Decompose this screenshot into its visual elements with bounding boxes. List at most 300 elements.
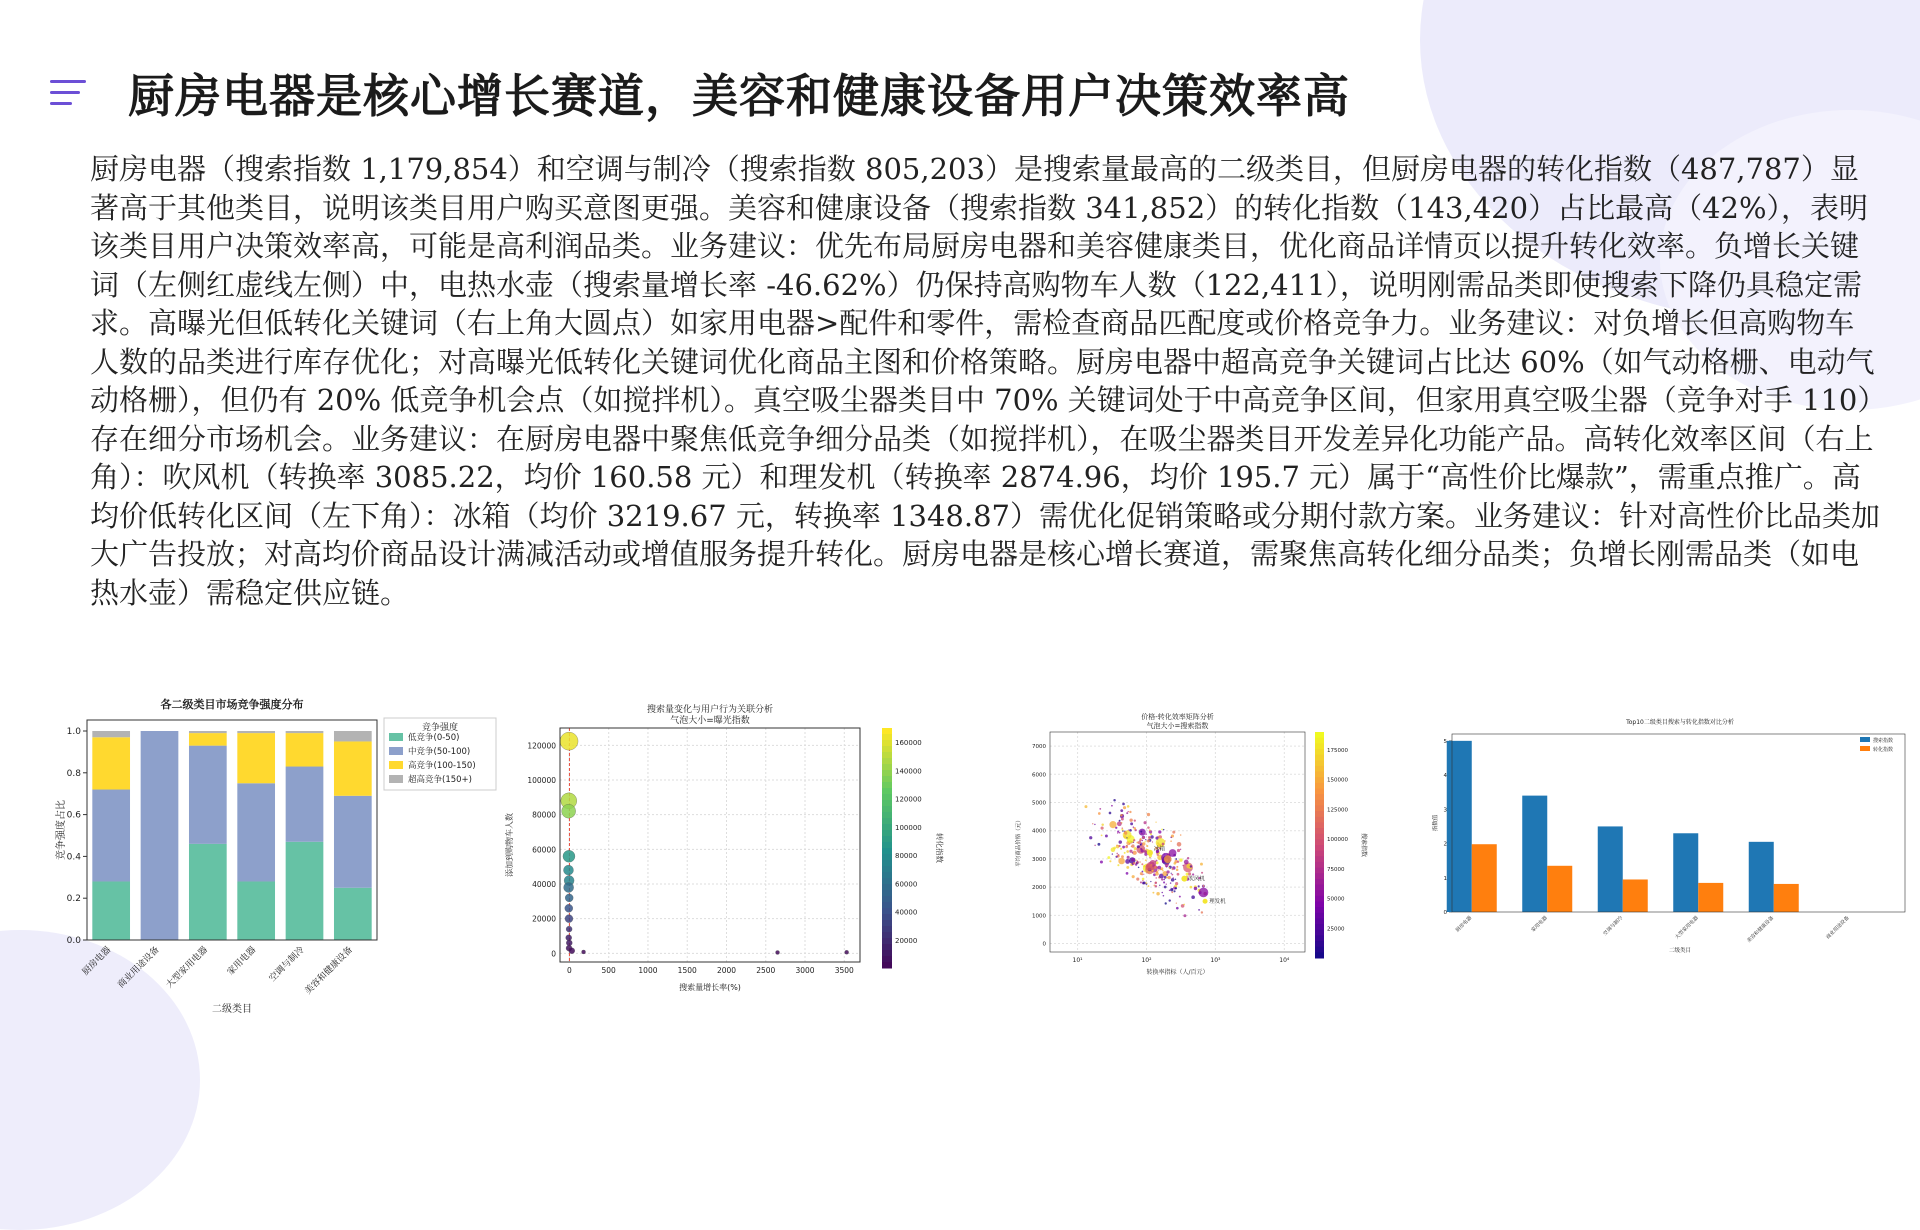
scatter-point (1171, 873, 1172, 874)
colorbar-segment (1315, 794, 1324, 800)
x-tick-label: 1000 (638, 966, 658, 975)
page-title: 厨房电器是核心增长赛道，美容和健康设备用户决策效率高 (128, 69, 1350, 123)
scatter-point (1146, 845, 1148, 847)
grouped-bar (1522, 796, 1547, 912)
scatter-point (1175, 858, 1177, 860)
scatter-point (1118, 845, 1120, 847)
scatter-point (565, 894, 573, 902)
colorbar-segment (1315, 941, 1324, 947)
stacked-bar-segment (237, 733, 275, 783)
scatter-point (1201, 872, 1203, 874)
y-tick-label: 2000 (1032, 885, 1046, 892)
stacked-bar-segment (141, 731, 179, 940)
colorbar-segment (882, 884, 892, 891)
scatter-point (1129, 840, 1131, 842)
colorbar-segment (882, 824, 892, 831)
x-tick-label: 3000 (795, 966, 815, 975)
colorbar-segment (1315, 918, 1324, 924)
scatter-point (1158, 866, 1162, 870)
scatter-point (1173, 862, 1176, 865)
scatter-point (1201, 911, 1203, 913)
x-tick-label: 家用电器 (225, 945, 259, 978)
scatter-point (1133, 826, 1135, 828)
colorbar-segment (1315, 856, 1324, 862)
scatter-point (1191, 895, 1195, 899)
scatter-point (1105, 835, 1108, 838)
scatter-point (1203, 885, 1204, 886)
scatter-point (1134, 820, 1136, 822)
scatter-point (1172, 831, 1175, 834)
y-tick-label: 4000 (1032, 828, 1046, 835)
colorbar-segment (1315, 766, 1324, 772)
y-axis-label: 竞争强度占比 (56, 800, 67, 860)
scatter-point (1158, 869, 1160, 871)
scatter-point (1089, 836, 1092, 839)
colorbar-segment (1315, 783, 1324, 789)
scatter-point (1109, 812, 1112, 815)
colorbar-tick-label: 150000 (1327, 777, 1348, 784)
scatter-point (1186, 873, 1189, 876)
grouped-bar (1698, 883, 1723, 912)
stacked-bar-segment (189, 844, 227, 940)
scatter-point (1109, 860, 1111, 862)
colorbar-segment (882, 818, 892, 825)
colorbar-tick-label: 140000 (895, 767, 922, 776)
scatter-point (1129, 818, 1132, 821)
scatter-point (1147, 813, 1150, 816)
scatter-point (1084, 805, 1087, 808)
x-tick-label: 大型家用电器 (164, 945, 210, 991)
grouped-bar (1774, 884, 1799, 912)
scatter-point (1121, 855, 1124, 858)
x-axis-label: 二级类目 (1668, 948, 1692, 954)
scatter-point (1145, 841, 1146, 842)
grouped-bar (1472, 844, 1497, 912)
colorbar-segment (1315, 800, 1324, 806)
x-tick-label: 3500 (834, 966, 854, 975)
scatter-point (1145, 833, 1147, 835)
colorbar-segment (882, 764, 892, 771)
scatter-point (1148, 885, 1150, 887)
colorbar-segment (882, 944, 892, 951)
scatter-point (1171, 834, 1174, 837)
scatter-point (1094, 824, 1095, 825)
scatter-point (1170, 840, 1172, 842)
scatter-point (1177, 842, 1182, 847)
colorbar-segment (1315, 828, 1324, 834)
stacked-bar-segment (92, 881, 130, 940)
scatter-point (1092, 823, 1093, 824)
scatter-point (1179, 858, 1182, 861)
stacked-bar-segment (237, 731, 275, 733)
scatter-point (1162, 843, 1165, 846)
grouped-bar (1447, 741, 1472, 912)
colorbar-segment (882, 938, 892, 945)
colorbar-tick-label: 100000 (895, 823, 922, 832)
colorbar-tick-label: 175000 (1327, 747, 1348, 754)
x-tick-label: 500 (601, 966, 616, 975)
scatter-point (1164, 876, 1167, 879)
scatter-point (1147, 826, 1150, 829)
grouped-bar (1623, 879, 1648, 912)
scatter-point (1145, 859, 1147, 861)
chart-title: 各二级类目市场竞争强度分布 (160, 698, 304, 711)
annotated-point (1203, 899, 1208, 904)
scatter-point (1159, 885, 1160, 886)
colorbar-segment (1315, 789, 1324, 795)
scatter-point (1175, 887, 1177, 889)
scatter-point (1119, 840, 1122, 843)
scatter-point (1111, 805, 1113, 807)
annotated-point (1147, 850, 1153, 856)
scatter-point (1155, 877, 1156, 878)
scatter-point (845, 950, 849, 954)
colorbar-segment (882, 926, 892, 933)
colorbar-segment (1315, 890, 1324, 896)
scatter-point (1145, 863, 1152, 870)
scatter-point (1187, 857, 1189, 859)
scatter-point (1150, 881, 1151, 882)
colorbar-segment (882, 854, 892, 861)
colorbar-segment (882, 962, 892, 969)
x-tick-label: 空调与制冷 (267, 945, 307, 984)
colorbar-segment (882, 848, 892, 855)
scatter-point (1144, 850, 1147, 853)
scatter-point (1172, 868, 1174, 870)
scatter-point (1135, 859, 1136, 860)
scatter-point (1183, 914, 1186, 917)
scatter-point (1163, 829, 1164, 830)
colorbar-segment (1315, 822, 1324, 828)
scatter-point (1144, 821, 1147, 824)
stacked-bar-segment (334, 741, 372, 795)
scatter-point (1163, 895, 1165, 897)
analysis-paragraph: 厨房电器（搜索指数 1,179,854）和空调与制冷（搜索指数 805,203）是搜索量最高的二级类目，但厨房电器的转化指数（487,787）显著高于其他类目，说明该类目用户购买意图更强。美容和健康设备（搜索指数 341,852）的转化指数（143,420）占比最高（42%），表明该类目用户决策效率高，可能是高利润品类。业务建议：优先布局厨房电器和美容健康类目，优化商品详情页以提升转化效率。负增长关键词（左侧红虚线左侧）中，电热水壶（搜索量增长率 -46.62%）仍保持高购物车人数（122,411），说明刚需品类即使搜索下降仍具稳定需求。高曝光但低转化关键词（右上角大圆点）如家用电器>配件和零件，需检查商品匹配度或价格竞争力。业务建议：对负增长但高购物车人数的品类进行库存优化；对高曝光低转化关键词优化商品主图和价格策略。厨房电器中超高竞争关键词占比达 60%（如气动格栅、电动气动格栅），但仍有 20% 低竞争机会点（如搅拌机）。真空吸尘器类目中 70% 关键词处于中高竞争区间，但家用真空吸尘器（竞争对手 110）存在细分市场机会。业务建议：在厨房电器中聚焦低竞争细分品类（如搅拌机），在吸尘器类目开发差异化功能产品。高转化效率区间（右上角）：吹风机（转换率 3085.22，均价 160.58 元）和理发机（转换率 2874.96，均价 195.7 元）属于“高性价比爆款”，需重点推广。高均价低转化区间（左下角）：冰箱（均价 3219.67 元，转换率 1348.87）需优化促销策略或分期付款方案。业务建议：针对高性价比品类加大广告投放；对高均价商品设计满减活动或增值服务提升转化。厨房电器是核心增长赛道，需聚焦高转化细分品类；负增长刚需品类（如电热水壶）需稳定供应链。 (90, 152, 1881, 610)
y-tick-label: 20000 (532, 914, 556, 924)
scatter-point (1156, 853, 1157, 854)
scatter-point (1161, 878, 1163, 880)
colorbar-segment (1315, 760, 1324, 766)
y-tick-label: 60000 (532, 845, 556, 855)
scatter-point (776, 950, 780, 954)
colorbar-tick-label: 120000 (895, 795, 922, 804)
scatter-point (1140, 830, 1142, 832)
scatter-point (1122, 803, 1125, 806)
scatter-point (1121, 827, 1123, 829)
legend-swatch (389, 747, 403, 755)
grouped-bar (1673, 833, 1698, 912)
scatter-point (1122, 830, 1123, 831)
colorbar-tick-label: 40000 (895, 908, 918, 917)
stacked-bar-segment (334, 888, 372, 940)
colorbar-segment (1315, 851, 1324, 857)
colorbar-segment (882, 830, 892, 837)
chart-title: 价格-转化效率矩阵分析 (1141, 713, 1214, 721)
scatter-point (1143, 865, 1145, 867)
colorbar-segment (882, 806, 892, 813)
x-tick-label: 家用电器 (1530, 915, 1549, 934)
x-tick-label: 10⁴ (1279, 957, 1290, 964)
scatter-point (1142, 878, 1145, 881)
colorbar-segment (1315, 879, 1324, 885)
point-annotation: 冰箱 (1153, 846, 1165, 853)
colorbar-segment (882, 746, 892, 753)
scatter-point (1118, 858, 1125, 865)
scatter-point (1097, 843, 1100, 846)
x-tick-label: 1500 (677, 966, 697, 975)
x-tick-label: 10³ (1210, 957, 1221, 964)
point-annotation: 吹风机 (1188, 876, 1205, 883)
scatter-point (1171, 891, 1173, 893)
colorbar-segment (882, 752, 892, 759)
colorbar-segment (1315, 947, 1324, 953)
y-tick-label: 1.0 (66, 727, 81, 737)
scatter-point (1098, 812, 1101, 815)
scatter-point (563, 850, 575, 862)
scatter-point (1179, 896, 1181, 898)
scatter-point (1116, 853, 1118, 855)
legend-label: 中竞争(50-100) (408, 747, 471, 757)
scatter-point (562, 804, 576, 818)
scatter-point (1132, 875, 1135, 878)
scatter-point (1169, 899, 1171, 901)
plot-frame (1050, 732, 1305, 952)
y-tick-label: 1000 (1032, 913, 1046, 920)
scatter-point (1124, 852, 1126, 854)
y-tick-label: 0.0 (66, 936, 81, 946)
scatter-point (1194, 887, 1197, 890)
scatter-point (1198, 909, 1200, 911)
chart-title: 搜索量变化与用户行为关联分析 (646, 705, 774, 715)
scatter-point (1122, 846, 1125, 849)
scatter-point (1162, 870, 1164, 872)
scatter-point (1131, 858, 1135, 862)
colorbar-segment (1315, 845, 1324, 851)
scatter-point (1113, 847, 1116, 850)
colorbar-tick-label: 25000 (1327, 926, 1345, 933)
colorbar-segment (1315, 755, 1324, 761)
menu-lines-icon (50, 80, 86, 106)
scatter-point (1155, 821, 1156, 822)
chart-subtitle: 气泡大小=曝光指数 (670, 716, 750, 726)
scatter-point (1126, 872, 1129, 875)
x-axis-label: 二级类目 (212, 1004, 252, 1015)
scatter-point (1141, 863, 1143, 865)
scatter-point (1155, 872, 1159, 876)
y-tick-label: 5 (1443, 738, 1447, 745)
y-tick-label: 5000 (1032, 800, 1046, 807)
scatter-point (1175, 882, 1178, 885)
scatter-point (1129, 811, 1131, 813)
price-conversion-matrix-chart (1010, 710, 1370, 985)
scatter-point (1182, 865, 1184, 867)
colorbar-segment (1315, 772, 1324, 778)
scatter-point (1154, 882, 1157, 885)
stacked-bar-segment (92, 731, 130, 737)
scatter-point (1166, 870, 1169, 873)
scatter-point (1150, 835, 1153, 838)
colorbar-segment (1315, 907, 1324, 913)
scatter-point (1166, 883, 1167, 884)
scatter-point (1184, 860, 1189, 865)
y-tick-label: 0 (1443, 910, 1447, 916)
colorbar-segment (1315, 885, 1324, 891)
y-tick-label: 80000 (532, 810, 556, 820)
scatter-point (1117, 864, 1119, 866)
x-tick-label: 10² (1141, 957, 1152, 964)
scatter-point (1171, 878, 1175, 882)
stacked-bar-segment (237, 881, 275, 940)
y-tick-label: 100000 (527, 776, 556, 785)
scatter-point (1137, 845, 1140, 848)
y-tick-label: 7000 (1032, 744, 1046, 751)
scatter-point (1127, 805, 1130, 808)
x-tick-label: 厨房电器 (80, 945, 114, 978)
scatter-point (1142, 880, 1144, 882)
scatter-point (1140, 872, 1143, 875)
y-tick-label: 0 (551, 949, 556, 959)
scatter-point (1131, 844, 1134, 847)
scatter-point (1126, 812, 1128, 814)
colorbar-tick-label: 160000 (895, 739, 922, 748)
scatter-point (1177, 849, 1180, 852)
stacked-bar-segment (92, 790, 130, 882)
y-axis-label: 指数值 (1433, 814, 1439, 832)
colorbar-segment (882, 740, 892, 747)
scatter-point (1177, 861, 1179, 863)
scatter-point (1171, 888, 1173, 890)
scatter-point (1129, 850, 1132, 853)
scatter-point (1149, 829, 1151, 831)
colorbar-segment (882, 788, 892, 795)
scatter-point (1134, 847, 1137, 850)
scatter-point (1125, 845, 1128, 848)
y-tick-label: 3000 (1032, 856, 1046, 863)
colorbar-segment (1315, 952, 1324, 958)
x-tick-label: 商业用途设备 (116, 945, 162, 991)
plot-frame (87, 720, 377, 940)
x-tick-label: 厨房电器 (1454, 915, 1474, 934)
scatter-point (1176, 868, 1179, 871)
scatter-point (1126, 837, 1127, 838)
colorbar-tick-label: 60000 (895, 880, 918, 889)
scatter-point (1156, 892, 1159, 895)
colorbar-segment (882, 842, 892, 849)
grouped-bar (1598, 826, 1623, 912)
scatter-point (1127, 856, 1130, 859)
legend-label: 搜索指数 (1873, 738, 1894, 744)
scatter-point (1176, 866, 1178, 868)
scatter-point (1198, 885, 1200, 887)
colorbar-segment (1315, 873, 1324, 879)
scatter-point (1133, 839, 1135, 841)
x-tick-label: 2500 (756, 966, 776, 975)
colorbar-segment (1315, 924, 1324, 930)
scatter-point (1117, 821, 1122, 826)
x-tick-label: 2000 (716, 966, 737, 975)
scatter-point (1177, 873, 1180, 876)
legend-title: 竞争强度 (421, 723, 459, 733)
scatter-point (1171, 874, 1173, 876)
colorbar-segment (882, 800, 892, 807)
scatter-point (1138, 841, 1141, 844)
scatter-point (1148, 837, 1151, 840)
scatter-point (1113, 799, 1115, 801)
stacked-bar-segment (189, 733, 227, 746)
scatter-point (1165, 902, 1167, 904)
scatter-point (1156, 860, 1158, 862)
scatter-point (1176, 902, 1177, 903)
scatter-point (1119, 820, 1121, 822)
scatter-point (563, 865, 573, 875)
colorbar-segment (882, 914, 892, 921)
scatter-point (1124, 831, 1127, 834)
scatter-point (1129, 829, 1132, 832)
scatter-point (1101, 827, 1104, 830)
scatter-point (1126, 866, 1129, 869)
legend-label: 低竞争(0-50) (408, 733, 460, 743)
y-tick-label: 2 (1443, 841, 1447, 848)
x-tick-label: 空调与制冷 (1602, 915, 1625, 938)
scatter-point (1099, 808, 1101, 810)
colorbar-segment (1315, 862, 1324, 868)
scatter-point (1152, 870, 1154, 872)
scatter-point (1167, 863, 1169, 865)
scatter-point (1143, 882, 1146, 885)
colorbar-segment (1315, 777, 1324, 783)
colorbar-label: 转化指数 (935, 833, 944, 863)
scatter-point (1122, 814, 1124, 816)
scatter-point (1161, 892, 1163, 894)
x-tick-label: 10¹ (1072, 957, 1083, 964)
scatter-point (1142, 840, 1143, 841)
scatter-point (1155, 837, 1158, 840)
scatter-point (1152, 892, 1154, 894)
x-tick-label: 美容和健康设备 (303, 945, 355, 997)
scatter-point (1100, 860, 1103, 863)
scatter-point (569, 948, 575, 954)
scatter-point (1141, 849, 1144, 852)
colorbar-segment (1315, 817, 1324, 823)
scatter-point (1180, 834, 1182, 836)
scatter-point (1145, 882, 1147, 884)
scatter-point (1143, 874, 1144, 875)
scatter-point (1164, 879, 1165, 880)
scatter-point (1094, 845, 1095, 846)
stacked-bar-segment (286, 842, 324, 940)
chart-subtitle: 气泡大小=搜索指数 (1146, 722, 1209, 730)
colorbar-segment (1315, 930, 1324, 936)
y-tick-label: 0.4 (66, 852, 81, 863)
x-tick-label: 大型家用电器 (1674, 915, 1700, 941)
y-tick-label: 6000 (1032, 772, 1046, 779)
stacked-bar-segment (286, 767, 324, 842)
colorbar-segment (1315, 913, 1324, 919)
colorbar-segment (882, 794, 892, 801)
colorbar-segment (882, 776, 892, 783)
y-tick-label: 3 (1443, 807, 1447, 814)
colorbar-segment (1315, 732, 1324, 738)
colorbar-segment (882, 734, 892, 741)
scatter-point (1120, 809, 1123, 812)
colorbar-tick-label: 125000 (1327, 807, 1348, 814)
scatter-point (560, 732, 578, 750)
colorbar-segment (882, 770, 892, 777)
stacked-bar-segment (286, 731, 324, 733)
x-axis-label: 搜索量增长率(%) (679, 983, 741, 992)
scatter-point (1140, 844, 1142, 846)
colorbar-segment (882, 872, 892, 879)
